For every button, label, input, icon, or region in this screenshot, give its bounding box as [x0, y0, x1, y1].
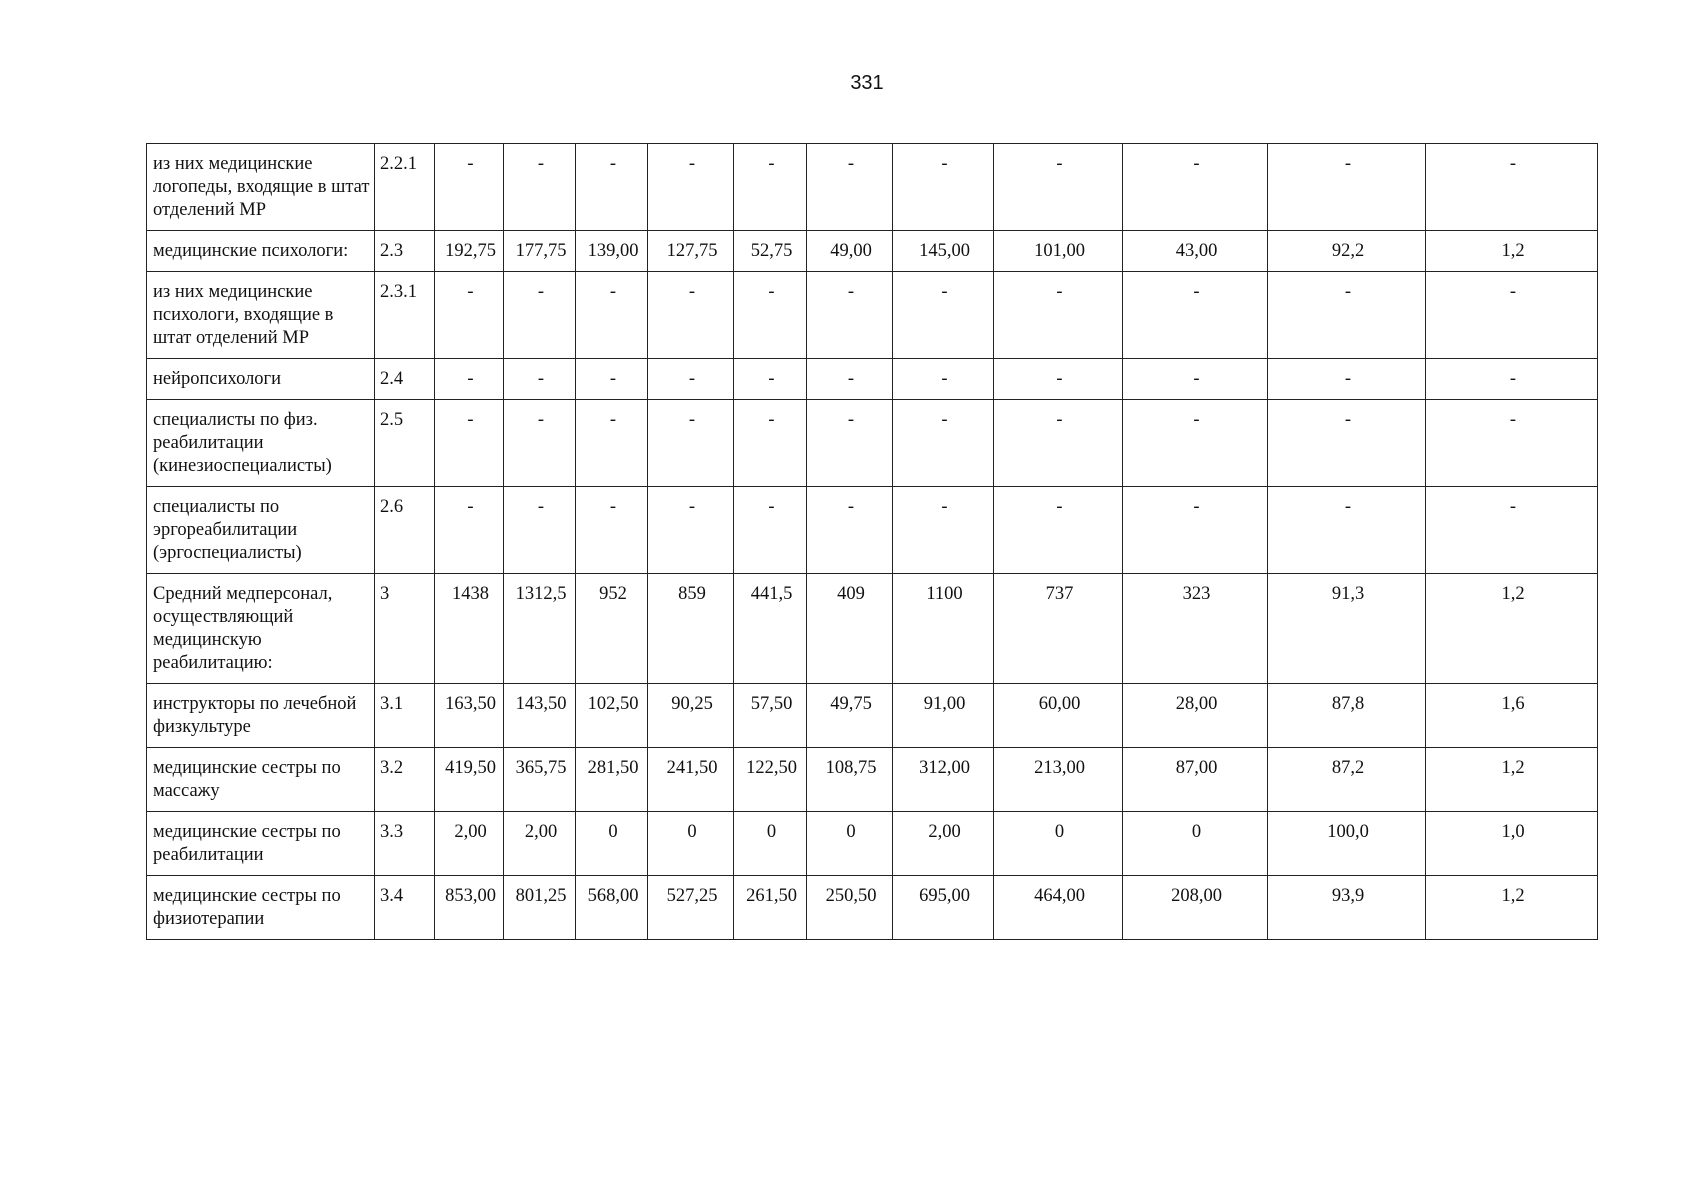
row-code: 3 [375, 574, 435, 684]
row-label: нейропсихологи [147, 359, 375, 400]
table-row [147, 272, 1598, 359]
row-label: медицинские психологи: [147, 231, 375, 272]
value-cell: 163,50 [435, 684, 504, 748]
row-code: 3.1 [375, 684, 435, 748]
table-row [147, 400, 1598, 487]
value-cell: 859 [648, 574, 734, 684]
row-code: 3.3 [375, 812, 435, 876]
value-cell: - [734, 400, 807, 487]
table-row [147, 812, 1598, 876]
value-cell: 250,50 [807, 876, 893, 940]
value-cell: - [1426, 144, 1598, 231]
value-cell: 1438 [435, 574, 504, 684]
value-cell: - [807, 487, 893, 574]
page-number: 331 [850, 72, 884, 94]
value-cell: 527,25 [648, 876, 734, 940]
value-cell: - [807, 144, 893, 231]
value-cell: 49,75 [807, 684, 893, 748]
value-cell: - [994, 400, 1123, 487]
value-cell: - [734, 144, 807, 231]
row-code: 2.4 [375, 359, 435, 400]
value-cell: - [1268, 359, 1426, 400]
value-cell: - [1123, 359, 1268, 400]
value-cell: 28,00 [1123, 684, 1268, 748]
value-cell: 127,75 [648, 231, 734, 272]
value-cell: 102,50 [576, 684, 648, 748]
staffing-table [146, 143, 1598, 940]
row-label: из них медицинские логопеды, входящие в штат отделений МР [147, 144, 375, 231]
value-cell: - [435, 359, 504, 400]
value-cell: - [1123, 400, 1268, 487]
row-code: 2.5 [375, 400, 435, 487]
value-cell: - [504, 272, 576, 359]
value-cell: 568,00 [576, 876, 648, 940]
value-cell: 312,00 [893, 748, 994, 812]
row-label: медицинские сестры по физиотерапии [147, 876, 375, 940]
value-cell: - [504, 487, 576, 574]
value-cell: 145,00 [893, 231, 994, 272]
value-cell: - [893, 400, 994, 487]
value-cell: 261,50 [734, 876, 807, 940]
value-cell: - [576, 400, 648, 487]
value-cell: 87,8 [1268, 684, 1426, 748]
value-cell: 0 [994, 812, 1123, 876]
value-cell: 57,50 [734, 684, 807, 748]
value-cell: - [648, 272, 734, 359]
value-cell: - [893, 144, 994, 231]
value-cell: 695,00 [893, 876, 994, 940]
value-cell: 91,3 [1268, 574, 1426, 684]
value-cell: 1312,5 [504, 574, 576, 684]
value-cell: 1,2 [1426, 876, 1598, 940]
value-cell: 100,0 [1268, 812, 1426, 876]
value-cell: 0 [1123, 812, 1268, 876]
row-label: инструкторы по лечебной физкультуре [147, 684, 375, 748]
table-row [147, 144, 1598, 231]
row-label: медицинские сестры по массажу [147, 748, 375, 812]
table-row [147, 359, 1598, 400]
value-cell: 441,5 [734, 574, 807, 684]
value-cell: - [994, 272, 1123, 359]
value-cell: 419,50 [435, 748, 504, 812]
row-code: 2.2.1 [375, 144, 435, 231]
row-code: 2.3.1 [375, 272, 435, 359]
value-cell: 952 [576, 574, 648, 684]
value-cell: 93,9 [1268, 876, 1426, 940]
value-cell: 1100 [893, 574, 994, 684]
value-cell: 91,00 [893, 684, 994, 748]
value-cell: - [576, 487, 648, 574]
row-label: специалисты по эргореабилитации (эргоспециалисты) [147, 487, 375, 574]
value-cell: - [994, 487, 1123, 574]
value-cell: - [576, 144, 648, 231]
value-cell: 0 [648, 812, 734, 876]
row-label: медицинские сестры по реабилитации [147, 812, 375, 876]
value-cell: 139,00 [576, 231, 648, 272]
value-cell: - [893, 487, 994, 574]
value-cell: - [734, 359, 807, 400]
table-row [147, 748, 1598, 812]
row-code: 2.3 [375, 231, 435, 272]
value-cell: - [504, 359, 576, 400]
value-cell: - [1426, 487, 1598, 574]
value-cell: - [1426, 400, 1598, 487]
value-cell: 90,25 [648, 684, 734, 748]
value-cell: 464,00 [994, 876, 1123, 940]
value-cell: - [648, 359, 734, 400]
value-cell: 2,00 [504, 812, 576, 876]
value-cell: 0 [734, 812, 807, 876]
value-cell: 177,75 [504, 231, 576, 272]
value-cell: 365,75 [504, 748, 576, 812]
value-cell: - [576, 272, 648, 359]
value-cell: - [893, 359, 994, 400]
value-cell: 60,00 [994, 684, 1123, 748]
value-cell: - [435, 400, 504, 487]
value-cell: - [807, 400, 893, 487]
row-label: Средний медперсонал, осуществляющий медицинскую реабилитацию: [147, 574, 375, 684]
value-cell: - [648, 144, 734, 231]
value-cell: 1,2 [1426, 748, 1598, 812]
value-cell: - [893, 272, 994, 359]
value-cell: - [648, 400, 734, 487]
value-cell: 87,00 [1123, 748, 1268, 812]
value-cell: 1,6 [1426, 684, 1598, 748]
value-cell: 87,2 [1268, 748, 1426, 812]
value-cell: - [1123, 144, 1268, 231]
value-cell: 0 [576, 812, 648, 876]
value-cell: 737 [994, 574, 1123, 684]
value-cell: 801,25 [504, 876, 576, 940]
value-cell: 241,50 [648, 748, 734, 812]
value-cell: 1,2 [1426, 574, 1598, 684]
table-row [147, 876, 1598, 940]
value-cell: - [504, 144, 576, 231]
value-cell: 49,00 [807, 231, 893, 272]
row-label: из них медицинские психологи, входящие в штат отделений МР [147, 272, 375, 359]
value-cell: 52,75 [734, 231, 807, 272]
row-code: 3.2 [375, 748, 435, 812]
value-cell: - [734, 272, 807, 359]
value-cell: - [1268, 272, 1426, 359]
table-row [147, 231, 1598, 272]
value-cell: - [576, 359, 648, 400]
table-row [147, 574, 1598, 684]
value-cell: - [1123, 487, 1268, 574]
value-cell: - [435, 272, 504, 359]
value-cell: 323 [1123, 574, 1268, 684]
value-cell: 2,00 [893, 812, 994, 876]
value-cell: 101,00 [994, 231, 1123, 272]
value-cell: - [994, 359, 1123, 400]
value-cell: 208,00 [1123, 876, 1268, 940]
value-cell: - [648, 487, 734, 574]
row-label: специалисты по физ. реабилитации (кинезиоспециалисты) [147, 400, 375, 487]
value-cell: 213,00 [994, 748, 1123, 812]
value-cell: - [1426, 359, 1598, 400]
value-cell: 1,2 [1426, 231, 1598, 272]
table-row [147, 487, 1598, 574]
value-cell: 281,50 [576, 748, 648, 812]
value-cell: - [435, 487, 504, 574]
value-cell: - [1123, 272, 1268, 359]
value-cell: - [734, 487, 807, 574]
value-cell: - [435, 144, 504, 231]
value-cell: 108,75 [807, 748, 893, 812]
value-cell: 92,2 [1268, 231, 1426, 272]
value-cell: 853,00 [435, 876, 504, 940]
value-cell: 192,75 [435, 231, 504, 272]
value-cell: 122,50 [734, 748, 807, 812]
value-cell: - [1268, 400, 1426, 487]
row-code: 3.4 [375, 876, 435, 940]
value-cell: 143,50 [504, 684, 576, 748]
value-cell: 0 [807, 812, 893, 876]
table-body [147, 144, 1598, 940]
value-cell: - [807, 272, 893, 359]
value-cell: 409 [807, 574, 893, 684]
value-cell: - [1426, 272, 1598, 359]
table-row [147, 684, 1598, 748]
value-cell: - [1268, 144, 1426, 231]
value-cell: 2,00 [435, 812, 504, 876]
row-code: 2.6 [375, 487, 435, 574]
value-cell: - [994, 144, 1123, 231]
value-cell: - [1268, 487, 1426, 574]
value-cell: - [504, 400, 576, 487]
value-cell: 1,0 [1426, 812, 1598, 876]
value-cell: 43,00 [1123, 231, 1268, 272]
value-cell: - [807, 359, 893, 400]
